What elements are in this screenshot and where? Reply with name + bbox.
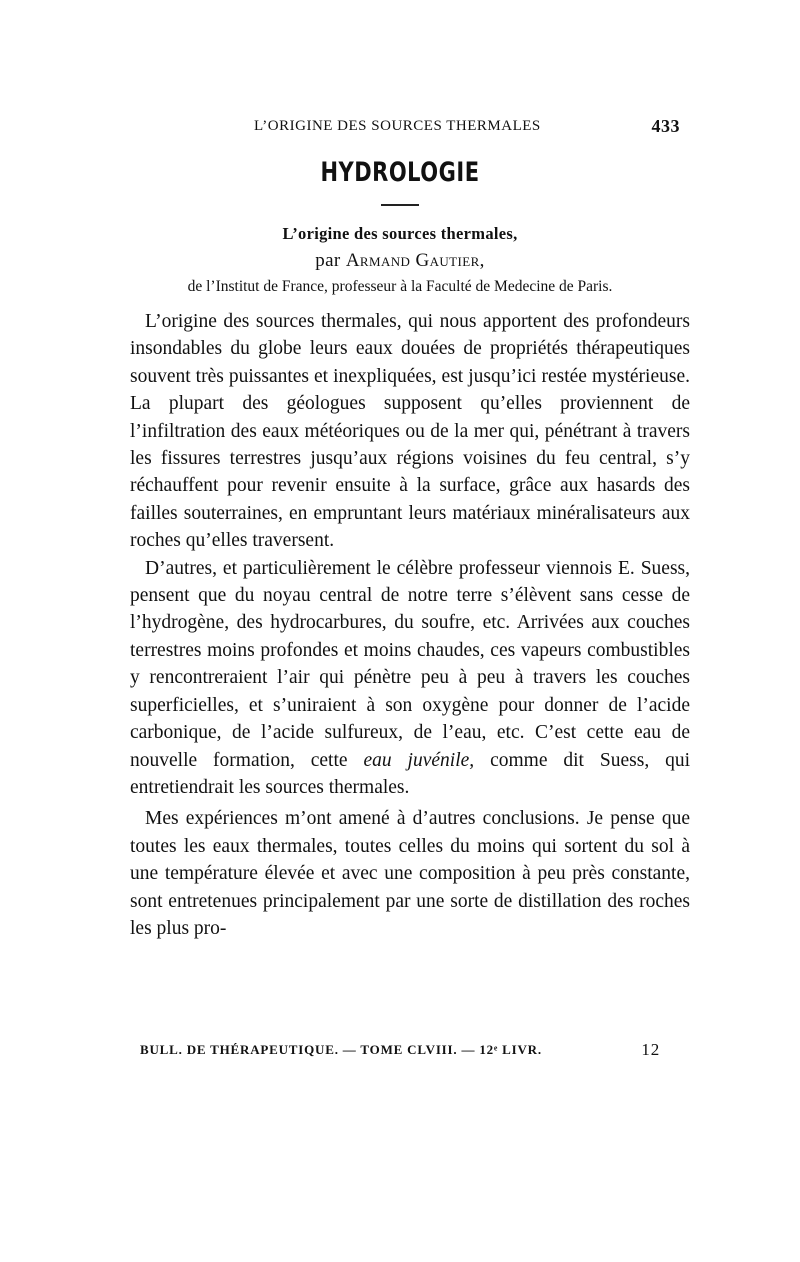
paragraph-2	[130, 555, 690, 802]
article-body	[130, 308, 690, 942]
signature-mark: 12	[641, 1040, 660, 1059]
running-header	[120, 110, 680, 138]
byline-prefix: par	[315, 250, 341, 271]
title-divider	[381, 204, 419, 206]
section-title: HYDROLOGIE	[320, 157, 480, 187]
paragraph-2-start: D’autres, et particulièrement le célèbre professeur viennois E. Suess, pensent que du noyau central de notre terre s’élèvent sans cesse de l’hydrogène, des hydrocarbures, du soufre, etc. Arrivées aux couches terrestres moins profondes et moins chaudes, ces vapeurs combustibles y rencontreraient l’air qui pénètre peu à peu à travers les couches superficielles, et s’uniraient à son oxygène pour donner de l’acide carbonique, de l’acide sulfureux, de l’eau, etc. C’est cette eau de nouvelle formation, cette	[130, 557, 690, 771]
page-footer	[140, 1042, 660, 1058]
paragraph-2-end: comme dit Suess, qui entretiendrait les sources thermales.	[130, 749, 691, 798]
author-name: Armand Gautier,	[345, 250, 485, 271]
article-title: L’origine des sources thermales,	[282, 224, 518, 243]
author-affiliation: de l’Institut de France, professeur à la Faculté de Medecine de Paris.	[187, 278, 613, 295]
running-title: L’ORIGINE DES SOURCES THERMALES	[254, 118, 541, 134]
page-number: 433	[651, 116, 680, 136]
journal-reference: BULL. DE THÉRAPEUTIQUE. — TOME CLVIII. — 12ᵉ LIVR.	[140, 1042, 542, 1057]
byline	[120, 250, 680, 272]
paragraph-3: Mes expériences m’ont amené à d’autres conclusions. Je pense que toutes les eaux thermales, toutes celles du moins qui sortent du sol à une température élevée et avec une composition à peu près constante, sont entretenues principalement par une sorte de distillation des roches les plus pro-	[130, 808, 690, 939]
paragraph-1: L’origine des sources thermales, qui nous apportent des profondeurs insondables du globe leurs eaux douées de propriétés thérapeutiques souvent très puissantes et inexpliquées, est jusqu’ici restée mystérieuse. La plupart des géologues supposent qu’elles proviennent de l’infiltration des eaux météoriques ou de la mer qui, pénétrant à travers les fissures terrestres jusqu’aux régions voisines du feu central, s’y réchauffent pour revenir ensuite à la surface, grâce aux hasards des failles souterraines, en empruntant leurs matériaux minéralisateurs aux roches qu’elles traversent.	[130, 311, 690, 552]
journal-page	[120, 110, 691, 1059]
italic-term: eau juvénile,	[363, 749, 475, 771]
